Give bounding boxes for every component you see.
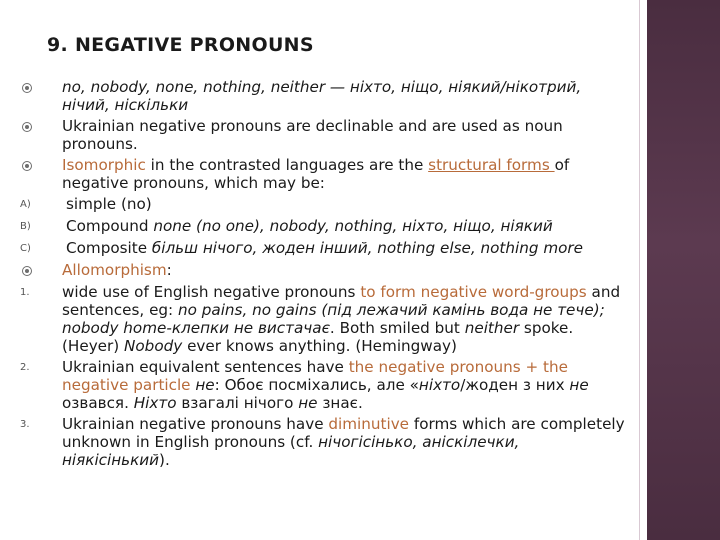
list-item [20, 156, 630, 192]
bullet-marker [20, 261, 62, 280]
text-span: взагалі нічого [176, 394, 299, 412]
list-item [20, 239, 630, 258]
decorative-sidebar [643, 0, 720, 540]
list-item-text [62, 195, 630, 213]
circle-bullet-icon [22, 266, 32, 276]
text-span: wide use of English negative pronouns [62, 283, 361, 301]
bullet-marker [20, 156, 62, 175]
text-span: не [195, 376, 215, 394]
text-span: simple (no) [66, 195, 152, 213]
text-span: Ніхто [133, 394, 177, 412]
list-marker: C) [20, 243, 31, 254]
list-item [20, 195, 630, 214]
text-span: Compound [66, 217, 154, 235]
text-span: /жоден з них [460, 376, 570, 394]
text-span: none (no one), nobody, nothing, ніхто, ніщо, ніякий [153, 217, 553, 235]
list-item [20, 117, 630, 153]
text-span: of negative pronouns, which may be: [62, 156, 570, 192]
text-span: озвався. [62, 394, 134, 412]
text-span: більш нічого, жоден інший, nothing else, nothing more [151, 239, 583, 257]
list-item [20, 261, 630, 280]
sidebar-stripe [643, 0, 647, 540]
list-item-text [62, 217, 630, 235]
list-item-text [62, 239, 630, 257]
list-marker: 3. [20, 419, 30, 430]
text-span: ever knows anything. (Hemingway) [182, 337, 457, 355]
list-item-text [62, 261, 630, 279]
bullet-marker [20, 78, 62, 97]
text-span: no, nobody, none, nothing, neither — ніхто, ніщо, ніякий/нікотрий, нічий, ніскільки [62, 78, 582, 114]
circle-bullet-icon [22, 161, 32, 171]
text-span: Ukrainian negative pronouns have [62, 415, 329, 433]
slide-content [20, 78, 630, 472]
text-span: Nobody [124, 337, 183, 355]
text-span: no pains, no gains (під лежачий камінь вода не тече); nobody home-клепки не вистачає [62, 301, 605, 337]
list-item [20, 358, 630, 412]
list-item [20, 78, 630, 114]
text-span: . Both smiled but [329, 319, 465, 337]
text-span: Allomorphism [62, 261, 167, 279]
list-marker: 1. [20, 287, 30, 298]
list-marker: 2. [20, 362, 30, 373]
text-span: the negative pronouns + the negative particle [62, 358, 568, 394]
text-span: : Обоє посміхались, але « [214, 376, 419, 394]
text-span: forms which are completely unknown in English pronouns (cf. [62, 415, 625, 451]
list-item-text [62, 415, 630, 469]
list-item [20, 415, 630, 469]
text-span: не [569, 376, 589, 394]
text-span: neither [464, 319, 520, 337]
text-span: Isomorphic [62, 156, 146, 174]
text-span: нічогісінько, аніскілечки, ніякісінький [62, 433, 520, 469]
list-marker: B) [20, 221, 31, 232]
text-span: : [166, 261, 172, 279]
bullet-marker [20, 117, 62, 136]
text-span: Composite [66, 239, 152, 257]
term-link[interactable]: structural forms [428, 156, 555, 174]
text-span: spoke. (Heyer) [62, 319, 574, 355]
text-span: and sentences, eg: [62, 283, 621, 319]
slide-title: 9. NEGATIVE PRONOUNS [47, 34, 314, 56]
list-item [20, 283, 630, 355]
sidebar-divider-line [639, 0, 640, 540]
list-item-text [62, 156, 630, 192]
list-item-text [62, 117, 630, 153]
text-span: diminutive [328, 415, 410, 433]
text-span: ніхто [418, 376, 461, 394]
circle-bullet-icon [22, 122, 32, 132]
text-span: Ukrainian negative pronouns are declinable and are used as noun pronouns. [62, 117, 563, 153]
circle-bullet-icon [22, 83, 32, 93]
text-span: Ukrainian equivalent sentences have [62, 358, 349, 376]
list-marker: A) [20, 199, 31, 210]
text-span: to form negative word-groups [360, 283, 587, 301]
text-span: знає. [317, 394, 363, 412]
text-span: не [298, 394, 318, 412]
list-item-text [62, 358, 630, 412]
list-item-text [62, 78, 630, 114]
list-item [20, 217, 630, 236]
text-span: in the contrasted languages are the [145, 156, 429, 174]
list-item-text [62, 283, 630, 355]
text-span: ). [159, 451, 170, 469]
